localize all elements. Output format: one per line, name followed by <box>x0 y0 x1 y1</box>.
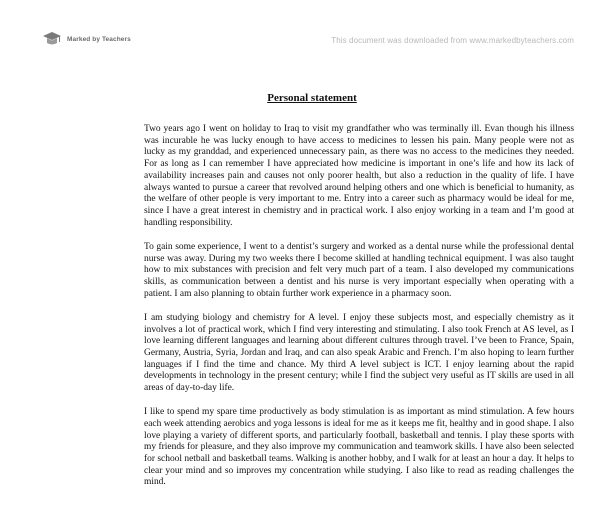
paragraph: Two years ago I went on holiday to Iraq to visit my grandfather who was terminally ill. Evan though his illness was incurable he was lucky enough to have access to medicines to lessen his pain. Many people were not as lucky as my granddad, and experienced unnecessary pain, as there was no access to the medicines they needed. For as long as I can remember I have appreciated how medicine is important in one’s life and how its lack of availability increases pain and causes not only poorer health, but also a reduction in the quality of life. I have always wanted to pursue a career that revolved around helping others and one which is beneficial to humanity, as the welfare of other people is very important to me. Entry into a career such as pharmacy would be ideal for me, since I have a great interest in chemistry and in practical work. I also enjoy working in a team and I’m good at handling responsibility. <box>144 124 574 228</box>
brand-name: Marked by Teachers <box>67 35 131 43</box>
paragraph: I like to spend my spare time productively as body stimulation is as important as mind stimulation. A few hours each week attending aerobics and yoga lessons is ideal for me as it keeps me fit, healthy and in good shape. I also love playing a variety of different sports, and particularly football, basketball and tennis. I play these sports with my friends for pleasure, and they also improve my communication and teamwork skills. I have also been selected for school netball and basketball teams. Walking is another hobby, and I walk for at least an hour a day. It helps to clear your mind and so improves my concentration while studying. I also like to read as reading challenges the mind. <box>144 407 575 488</box>
graduation-cap-icon <box>42 31 62 47</box>
page-header <box>0 0 612 60</box>
document-title <box>0 92 612 104</box>
document-title-text: Personal statement <box>267 92 357 104</box>
paragraph: I am studying biology and chemistry for A level. I enjoy these subjects most, and especially chemistry as it involves a lot of practical work, which I find very interesting and stimulating. I also took French at AS level, as I love learning different languages and learning about different cultures through travel. I’ve been to France, Spain, Germany, Austria, Syria, Jordan and Iraq, and can also speak Arabic and French. I’m also hoping to learn further languages if I find the time and chance. My third A level subject is ICT. I enjoy learning about the rapid developments in technology in the present century; while I find the subject very useful as IT skills are used in all areas of day-to-day life. <box>144 312 574 394</box>
download-note: This document was downloaded from www.markedbyteachers.com <box>331 36 574 45</box>
brand-logo[interactable] <box>42 31 131 47</box>
document-body <box>144 124 574 502</box>
paragraph: To gain some experience, I went to a dentist’s surgery and worked as a dental nurse while the professional dental nurse was away. During my two weeks there I become skilled at handling technical equipment. I was also taught how to mix substances with precision and felt very much part of a team. I also developed my communications skills, as communication between a dentist and his nurse is very important especially when operating with a patient. I am also planning to obtain further work experience in a pharmacy soon. <box>144 241 574 299</box>
